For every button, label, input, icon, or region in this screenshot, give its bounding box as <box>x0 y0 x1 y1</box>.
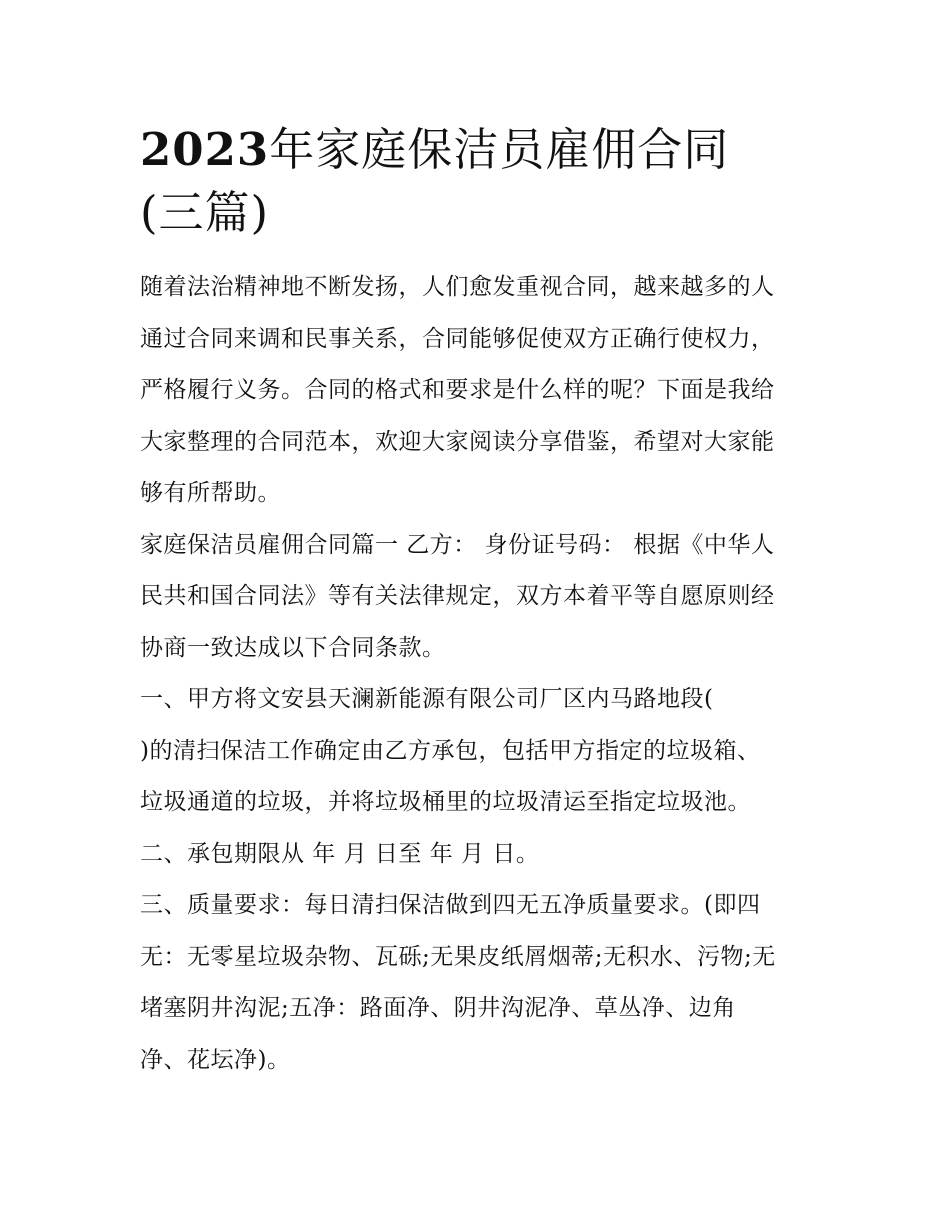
body-line: 家庭保洁员雇佣合同篇一 乙方： 身份证号码： 根据《中华人 <box>140 531 775 558</box>
body-line: 垃圾通道的垃圾，并将垃圾桶里的垃圾清运至指定垃圾池。 <box>140 789 751 815</box>
body-line: 一、甲方将文安县天澜新能源有限公司厂区内马路地段( <box>140 686 714 712</box>
title-line-2: (三篇) <box>140 186 270 239</box>
title-year: 2023 <box>140 123 270 176</box>
body-line: 大家整理的合同范本，欢迎大家阅读分享借鉴，希望对大家能 <box>140 428 775 455</box>
body-line: 堵塞阴井沟泥;五净：路面净、阴井沟泥净、草丛净、边角 <box>140 995 736 1021</box>
body-line: 够有所帮助。 <box>140 480 281 506</box>
body-line: 通过合同来调和民事关系，合同能够促使双方正确行使权力， <box>140 325 775 352</box>
document-page <box>140 118 820 1086</box>
body-line: 协商一致达成以下合同条款。 <box>140 634 446 661</box>
body-line: )的清扫保洁工作确定由乙方承包，包括甲方指定的垃圾箱、 <box>140 737 761 764</box>
body-line: 三、质量要求：每日清扫保洁做到四无五净质量要求。(即四 <box>140 892 761 918</box>
body-line: 民共和国合同法》等有关法律规定，双方本着平等自愿原则经 <box>140 583 775 609</box>
body-line: 无：无零星垃圾杂物、瓦砾;无果皮纸屑烟蒂;无积水、污物;无 <box>140 943 776 970</box>
title-line-1 <box>140 118 820 181</box>
body-line: 随着法治精神地不断发扬，人们愈发重视合同，越来越多的人 <box>140 274 775 300</box>
body-line: 二、承包期限从 年 月 日至 年 月 日。 <box>140 840 540 867</box>
document-title <box>140 118 820 244</box>
body-line: 净、花坛净)。 <box>140 1046 291 1073</box>
body-line: 严格履行义务。合同的格式和要求是什么样的呢？下面是我给 <box>140 377 775 403</box>
document-body <box>140 262 820 1086</box>
title-line-1-text: 年家庭保洁员雇佣合同 <box>269 123 730 176</box>
